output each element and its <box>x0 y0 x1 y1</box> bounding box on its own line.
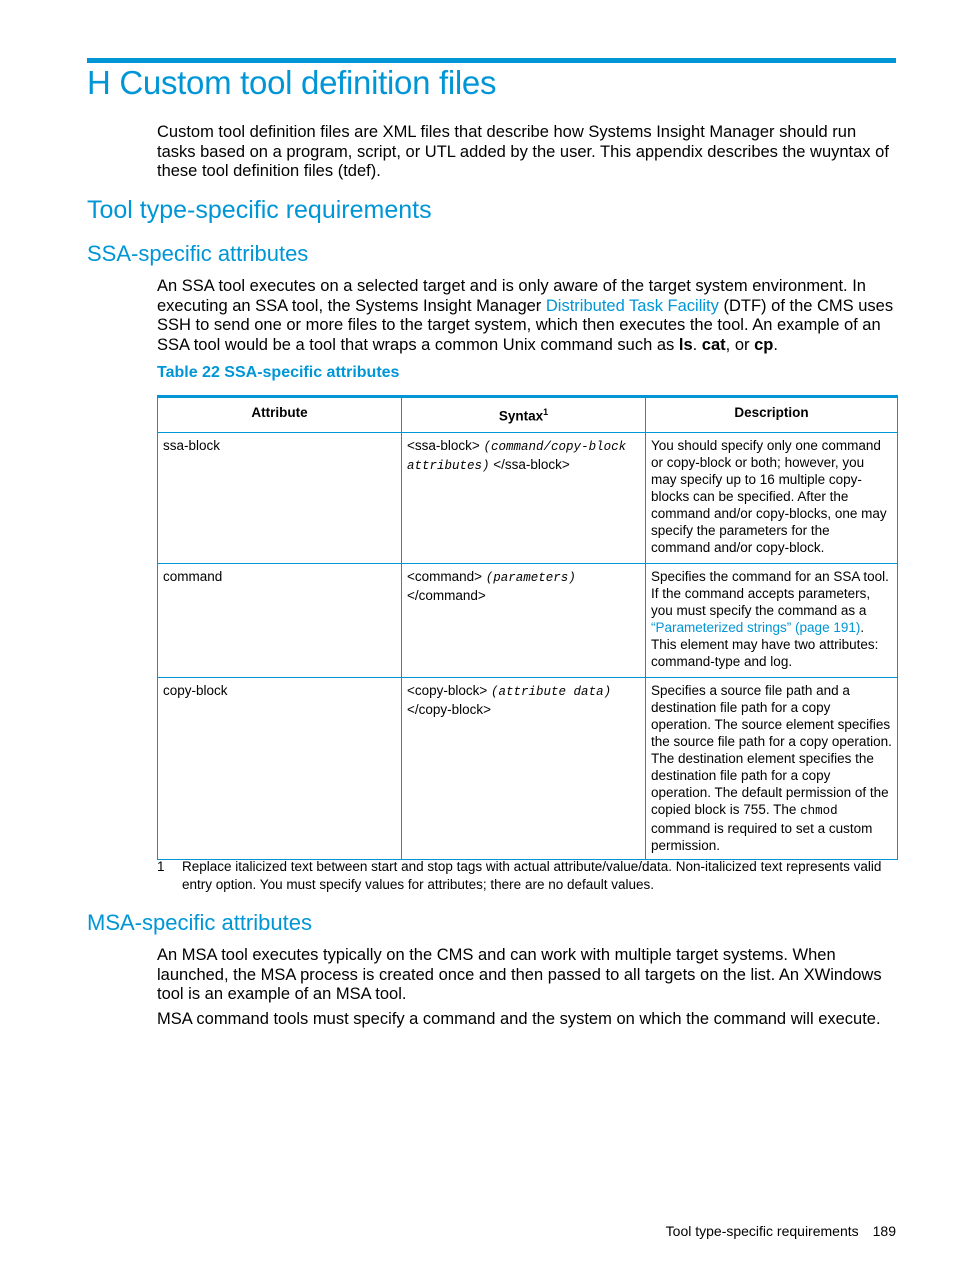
syntax-open-tag: <copy-block> <box>407 682 492 698</box>
description-text-1: Specifies the command for an SSA tool. If the command accepts parameters, you must specify the command as a <box>651 568 889 618</box>
cmd-ls: ls <box>678 335 693 354</box>
syntax-open-tag: <ssa-block> <box>407 437 484 453</box>
page-footer <box>666 1223 896 1239</box>
chmod-code: chmod <box>800 803 838 818</box>
section-title: Tool type-specific requirements <box>87 196 432 224</box>
table-caption: Table 22 SSA-specific attributes <box>157 364 400 381</box>
cmd-cat: cat <box>701 335 726 354</box>
syntax-param: (parameters) <box>485 570 576 585</box>
syntax-param: (command/copy-block attributes) <box>407 439 627 473</box>
footer-section-name: Tool type-specific requirements <box>665 1223 859 1239</box>
footnote-number: 1 <box>157 859 165 874</box>
ssa-intro-sep-1: . <box>692 335 702 354</box>
table-footnote <box>157 858 897 893</box>
chapter-top-rule <box>87 58 896 63</box>
row-description <box>646 563 898 677</box>
description-text-1: Specifies a source file path and a destination file path for a copy operation. The source element specifies the source file path for a copy operation. The destination element specifies the destination file path for a copy operation. The default permission of the copied block is 755. The <box>651 682 892 817</box>
msa-heading: MSA-specific attributes <box>87 910 312 935</box>
syntax-close-tag: </copy-block> <box>407 701 492 717</box>
ssa-intro-text-1: An SSA tool executes on a selected target and is only aware of the target system environment. In executing an SSA tool, the Systems Insight Manager <box>157 277 866 315</box>
ssa-intro-text-2: (DTF) of the CMS uses SSH to send one or more files to the target system, which then executes the tool. An example of an SSA tool would be a tool that wraps a common Unix command such as <box>157 296 894 354</box>
ssa-intro-paragraph <box>157 277 897 355</box>
syntax-close-tag: </command> <box>407 587 486 603</box>
cmd-cp: cp <box>754 335 774 354</box>
ssa-heading: SSA-specific attributes <box>87 241 309 266</box>
chapter-intro: Custom tool definition files are XML files that describe how Systems Insight Manager should run tasks based on a program, script, or UTL added by the user. This appendix describes the wuyntax of these tool definition files (tdef). <box>157 123 889 180</box>
row-attribute: command <box>158 563 402 677</box>
table-header-row <box>158 397 898 433</box>
header-attribute: Attribute <box>158 397 402 433</box>
syntax-param: (attribute data) <box>491 684 612 699</box>
msa-paragraph-2: MSA command tools must specify a command and the system on which the command will execute. <box>157 1010 881 1028</box>
row-syntax <box>402 432 646 563</box>
row-attribute: ssa-block <box>158 432 402 563</box>
description-text-2: . This element may have two attributes: command-type and log. <box>651 619 879 669</box>
header-syntax-label: Syntax <box>498 408 544 424</box>
table-row <box>158 432 898 563</box>
parameterized-strings-link[interactable]: “Parameterized strings” (page 191) <box>651 619 861 635</box>
ssa-intro-end: . <box>773 335 778 354</box>
table-row <box>158 563 898 677</box>
row-syntax <box>402 677 646 859</box>
syntax-close-tag: </ssa-block> <box>489 456 570 472</box>
dtf-link[interactable]: Distributed Task Facility <box>545 296 719 315</box>
row-syntax <box>402 563 646 677</box>
chapter-title: H Custom tool definition files <box>87 64 497 101</box>
row-description: You should specify only one command or copy-block or both; however, you may specify up to 16 multiple copy-blocks can be specified. After the command and/or copy-blocks, one may specify the parameters for the command and/or copy-block. <box>646 432 898 563</box>
ssa-attributes-table <box>157 395 898 860</box>
syntax-open-tag: <command> <box>407 568 486 584</box>
row-description <box>646 677 898 859</box>
syntax-footnote-ref[interactable]: 1 <box>543 407 549 417</box>
description-text-2: command is required to set a custom permission. <box>651 820 873 853</box>
row-attribute: copy-block <box>158 677 402 859</box>
ssa-intro-sep-2: , or <box>725 335 755 354</box>
footnote-text: Replace italicized text between start and stop tags with actual attribute/value/data. Non-italicized text represents valid entry option. You must specify values for attributes; there are no default values. <box>182 859 882 892</box>
msa-paragraph-1: An MSA tool executes typically on the CMS and can work with multiple target systems. When launched, the MSA process is created once and then passed to all targets on the list. An XWindows tool is an example of an MSA tool. <box>157 946 882 1003</box>
header-description: Description <box>646 397 898 433</box>
page-number: 189 <box>872 1223 896 1239</box>
header-syntax <box>402 397 646 433</box>
table-row <box>158 677 898 859</box>
